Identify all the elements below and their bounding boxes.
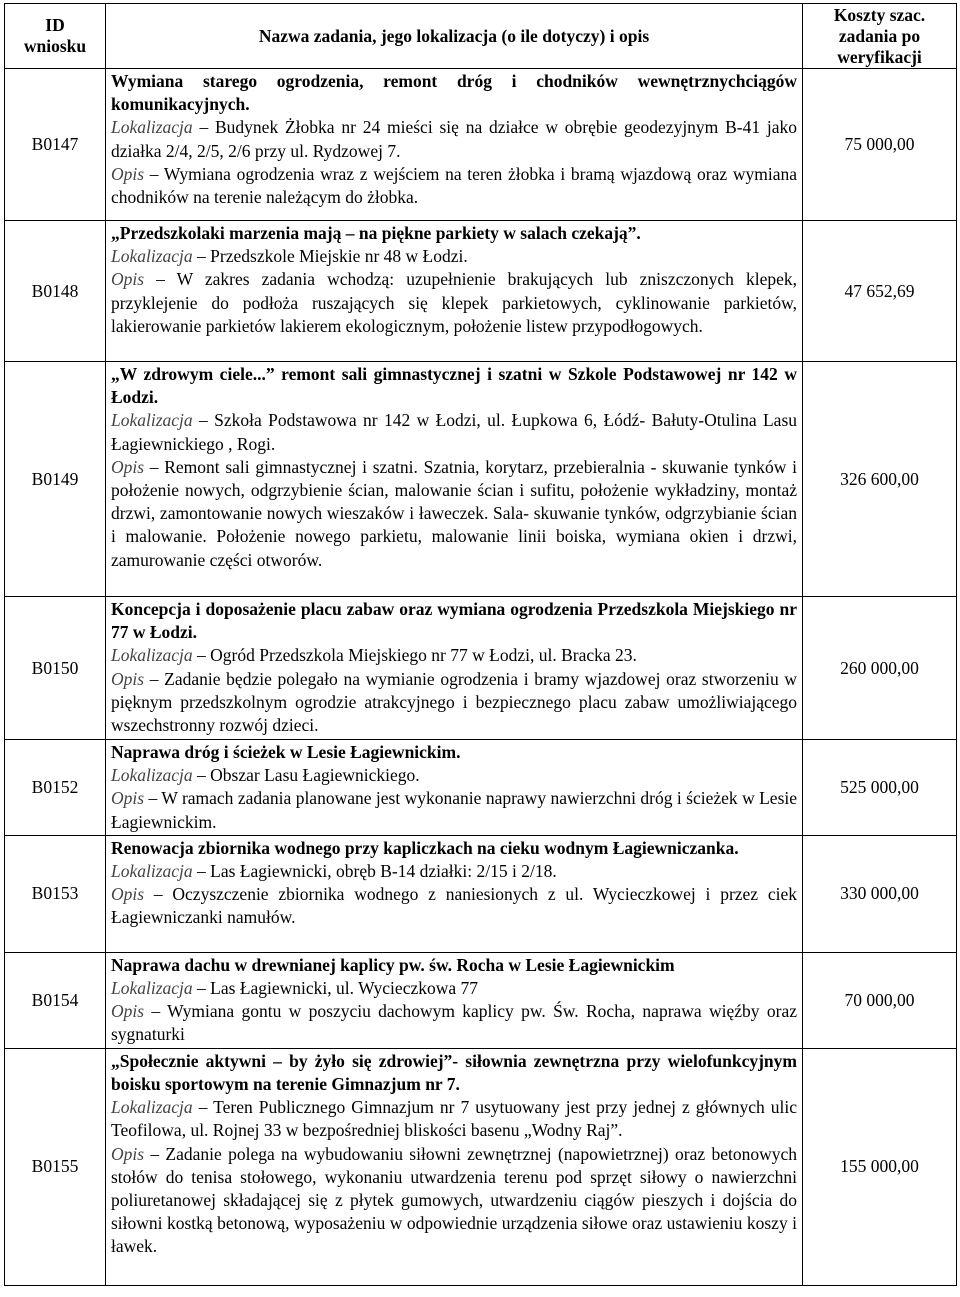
row-description-cell <box>106 597 803 740</box>
row-description-cell <box>106 835 803 952</box>
location-label: Lokalizacja <box>111 1097 193 1118</box>
location-text: – Ogród Przedszkola Miejskiego nr 77 w Łodzi, ul. Bracka 23. <box>197 645 637 666</box>
row-cost: 330 000,00 <box>803 835 957 952</box>
table-row <box>5 597 957 740</box>
location-label: Lokalizacja <box>111 978 193 999</box>
table-row <box>5 69 957 221</box>
description-text: – Oczyszczenie zbiornika wodnego z naniesionych z ul. Wycieczkowej i przez ciek Łagiewniczanki namułów. <box>111 884 798 928</box>
row-cost: 155 000,00 <box>803 1048 957 1285</box>
location-label: Lokalizacja <box>111 410 193 431</box>
row-description-cell <box>106 221 803 362</box>
task-location <box>111 1096 797 1142</box>
location-text: – Las Łagiewnicki, ul. Wycieczkowa 77 <box>197 978 479 999</box>
task-description <box>111 668 797 738</box>
location-text: – Przedszkole Miejskie nr 48 w Łodzi. <box>197 246 468 267</box>
row-cost: 260 000,00 <box>803 597 957 740</box>
task-title: „W zdrowym ciele...” remont sali gimnastycznej i szatni w Szkole Podstawowej nr 142 w Łodzi. <box>111 364 797 408</box>
description-label: Opis <box>111 163 145 184</box>
location-text: – Budynek Żłobka nr 24 mieści się na działce w obrębie geodezyjnym B-41 jako działka 2/4, 2/5, 2/6 przy ul. Rydzowej 7. <box>111 117 797 161</box>
task-location <box>111 644 797 667</box>
location-label: Lokalizacja <box>111 117 193 138</box>
task-description <box>111 1000 797 1046</box>
task-location <box>111 116 797 162</box>
task-location <box>111 764 797 787</box>
location-label: Lokalizacja <box>111 861 193 882</box>
row-id: B0150 <box>5 597 106 740</box>
description-text: – W ramach zadania planowane jest wykonanie naprawy nawierzchni dróg i ścieżek w Lesie Łagiewnickim. <box>111 788 798 832</box>
header-id-line2: wniosku <box>23 36 87 56</box>
description-label: Opis <box>111 1143 145 1164</box>
task-description <box>111 787 797 833</box>
row-id: B0147 <box>5 69 106 221</box>
row-description-cell <box>106 740 803 836</box>
description-text: – Wymiana ogrodzenia wraz z wejściem na teren żłobka i bramą wjazdową oraz wymiana chodników na terenie należącym do żłobka. <box>111 163 797 208</box>
table-header-row <box>5 4 957 69</box>
row-cost: 70 000,00 <box>803 952 957 1048</box>
table-row <box>5 221 957 362</box>
header-name: Nazwa zadania, jego lokalizacja (o ile dotyczy) i opis <box>106 4 803 69</box>
task-title: Koncepcja i doposażenie placu zabaw oraz wymiana ogrodzenia Przedszkola Miejskiego nr 77 w Łodzi. <box>111 599 797 643</box>
location-text: – Las Łagiewnicki, obręb B-14 działki: 2/15 i 2/18. <box>197 861 557 882</box>
location-text: – Szkoła Podstawowa nr 142 w Łodzi, ul. Łupkowa 6, Łódź- Bałuty-Otulina Lasu Łagiewnickiego , Rogi. <box>111 410 798 454</box>
description-label: Opis <box>111 1001 145 1022</box>
task-location <box>111 245 797 268</box>
task-title: Wymiana starego ogrodzenia, remont dróg i chodników wewnętrznychciągów komunikacyjnych. <box>111 71 797 115</box>
row-id: B0152 <box>5 740 106 836</box>
task-description <box>111 268 797 338</box>
table-row <box>5 362 957 597</box>
header-cost-line3: weryfikacji <box>837 46 922 67</box>
header-cost <box>803 4 957 69</box>
task-title: „Przedszkolaki marzenia mają – na piękne parkiety w salach czekają”. <box>111 223 641 243</box>
table-row <box>5 1048 957 1285</box>
row-cost: 525 000,00 <box>803 740 957 836</box>
task-description <box>111 883 797 929</box>
location-text: – Obszar Lasu Łagiewnickiego. <box>197 765 420 786</box>
description-text: – Remont sali gimnastycznej i szatni. Szatnia, korytarz, przebieralnia - skuwanie tynków i położenie nowych, odgrzybienie ścian, malowanie ścian i sufitu, położenie wykładziny, montaż drzwi, zamontowanie nowych wieszaków i ławeczek. Sala- skuwanie tynków, odgrzybianie ścian i malowanie. Położenie nowego parkietu, malowanie linii boiska, wymiana okien i drzwi, zamurowanie części otworów. <box>111 456 798 570</box>
row-id: B0155 <box>5 1048 106 1285</box>
header-cost-line2: zadania po <box>838 25 921 46</box>
row-description-cell <box>106 69 803 221</box>
row-description-cell <box>106 362 803 597</box>
row-id: B0149 <box>5 362 106 597</box>
location-label: Lokalizacja <box>111 645 193 666</box>
description-text: – Wymiana gontu w poszyciu dachowym kaplicy pw. Św. Rocha, naprawa więźby oraz sygnaturki <box>111 1001 797 1045</box>
task-title: „Społecznie aktywni – by żyło się zdrowiej”- siłownia zewnętrzna przy wielofunkcyjnym boisku sportowym na terenie Gimnazjum nr 7. <box>111 1050 797 1095</box>
row-id: B0148 <box>5 221 106 362</box>
location-label: Lokalizacja <box>111 246 193 267</box>
location-text: – Teren Publicznego Gimnazjum nr 7 usytuowany jest przy jednej z głównych ulic Teofilowa, ul. Rojnej 33 w bezpośredniej bliskości basenu „Wodny Raj”. <box>111 1097 798 1141</box>
row-id: B0153 <box>5 835 106 952</box>
description-text: – Zadanie polega na wybudowaniu siłowni zewnętrznej (napowietrznej) oraz betonowych stołów do tenisa stołowego, wykonaniu utwardzenia terenu pod sprzęt siłowy o nawierzchni poliuretanowej składającej się z płytek gumowych, utwardzeniu ciągów pieszych i dojścia do siłowni kostką betonową, wyposażeniu w odpowiednie urządzenia siłowe oraz ustawieniu koszy i ławek. <box>111 1143 797 1257</box>
task-title: Naprawa dróg i ścieżek w Lesie Łagiewnickim. <box>111 742 461 762</box>
location-label: Lokalizacja <box>111 765 193 786</box>
table-row <box>5 835 957 952</box>
header-id <box>5 4 106 69</box>
row-cost: 75 000,00 <box>803 69 957 221</box>
task-location <box>111 409 797 455</box>
task-title: Renowacja zbiornika wodnego przy kapliczkach na cieku wodnym Łagiewniczanka. <box>111 837 739 858</box>
table-row <box>5 740 957 836</box>
row-cost: 47 652,69 <box>803 221 957 362</box>
table-row <box>5 952 957 1048</box>
task-description <box>111 1143 797 1259</box>
row-id: B0154 <box>5 952 106 1048</box>
description-text: – Zadanie będzie polegało na wymianie ogrodzenia i bramy wjazdowej oraz stworzeniu w pięknym przedszkolnym ogrodzie atrakcyjnego i bezpiecznego placu zabaw umożliwiającego wszechstronny rozwój dzieci. <box>111 668 797 736</box>
description-label: Opis <box>111 668 145 689</box>
row-description-cell <box>106 952 803 1048</box>
task-title: Naprawa dachu w drewnianej kaplicy pw. św. Rocha w Lesie Łagiewnickim <box>111 954 675 975</box>
description-label: Opis <box>111 456 145 477</box>
header-id-line1: ID <box>45 15 65 35</box>
task-description <box>111 456 797 572</box>
row-description-cell <box>106 1048 803 1285</box>
description-label: Opis <box>111 788 145 809</box>
row-cost: 326 600,00 <box>803 362 957 597</box>
header-cost-line1: Koszty szac. <box>833 4 926 25</box>
description-label: Opis <box>111 269 145 290</box>
task-description <box>111 163 797 209</box>
task-location <box>111 860 797 883</box>
tasks-table <box>4 3 957 1286</box>
description-text: – W zakres zadania wchodzą: uzupełnienie brakujących lub zniszczonych klepek, przyklejenie do podłoża ruszających się klepek parkietowych, cyklinowanie parkietów, lakierowanie parkietów lakierem ekologicznym, położenie listew przypodłogowych. <box>111 269 797 336</box>
task-location <box>111 977 797 1000</box>
description-label: Opis <box>111 884 145 905</box>
